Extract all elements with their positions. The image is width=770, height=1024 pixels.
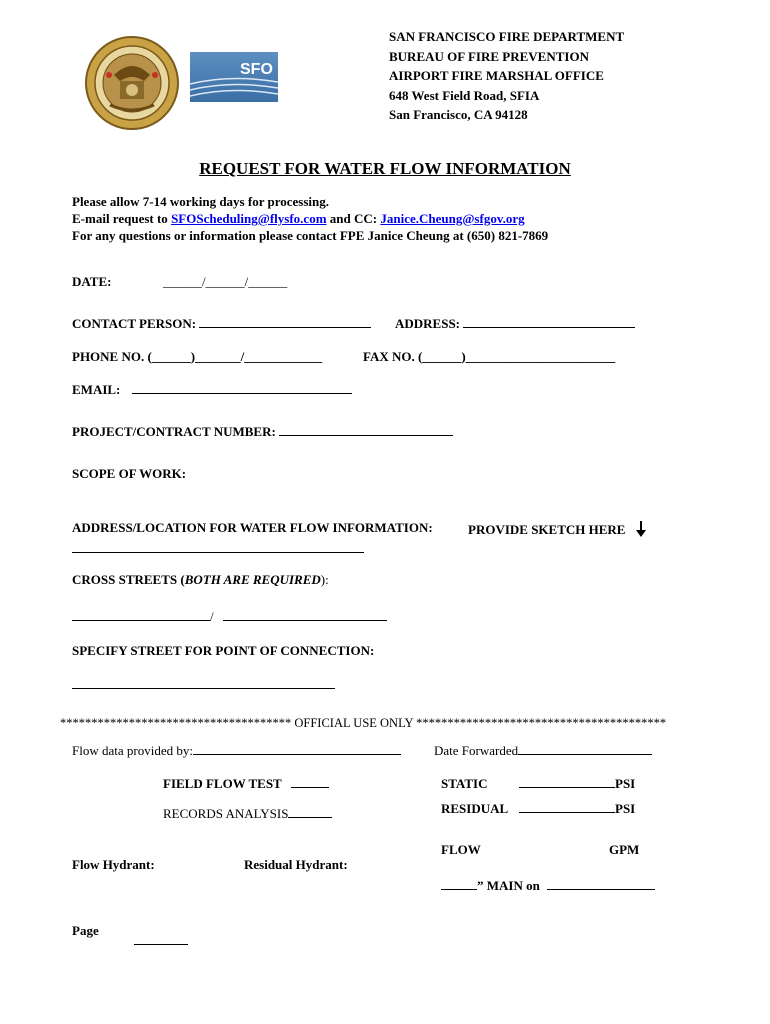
records-analysis-label (163, 806, 332, 822)
sketch-text: PROVIDE SKETCH HERE (468, 522, 626, 537)
address-field[interactable] (463, 316, 635, 328)
main-size-field[interactable] (441, 878, 477, 890)
records-analysis-text: RECORDS ANALYSIS (163, 806, 289, 821)
static-psi-unit: PSI (615, 776, 636, 791)
header-line-1: SAN FRANCISCO FIRE DEPARTMENT (389, 29, 625, 44)
residual-label: RESIDUAL (441, 801, 509, 816)
sketch-label (468, 520, 647, 538)
contact-person-field[interactable] (199, 316, 371, 328)
connection-label: SPECIFY STREET FOR POINT OF CONNECTION: (72, 643, 375, 658)
email-text: EMAIL: (72, 382, 121, 397)
header-line-3: AIRPORT FIRE MARSHAL OFFICE (389, 68, 604, 83)
sfo-logo (190, 52, 278, 102)
flow-hydrant-label: Flow Hydrant: (72, 857, 155, 872)
residual-hydrant-label: Residual Hydrant: (244, 857, 348, 872)
flow-label: FLOW (441, 842, 481, 857)
flow-data-text: Flow data provided by: (72, 743, 193, 758)
field-flow-test-field[interactable] (291, 776, 329, 788)
cross-streets-fields (72, 609, 387, 625)
residual-psi (519, 801, 635, 817)
contact-person-text: CONTACT PERSON: (72, 316, 197, 331)
header-line-5: San Francisco, CA 94128 (389, 107, 528, 122)
project-text: PROJECT/CONTRACT NUMBER: (72, 424, 276, 439)
sf-city-seal (84, 35, 180, 131)
main-street-field[interactable] (547, 878, 655, 890)
email-label (72, 382, 352, 398)
header-line-2: BUREAU OF FIRE PREVENTION (389, 48, 589, 64)
static-psi (519, 776, 635, 792)
email-field[interactable] (132, 382, 352, 394)
static-field[interactable] (519, 776, 615, 788)
date-field[interactable]: ______/______/______ (163, 274, 288, 289)
project-label (72, 424, 453, 440)
main-on-text: ” MAIN on (477, 878, 540, 893)
cross-street-separator: / (210, 609, 214, 624)
residual-field[interactable] (519, 801, 615, 813)
instruction-contact: For any questions or information please contact FPE Janice Cheung at (650) 821-7869 (72, 228, 549, 243)
records-analysis-field[interactable] (288, 806, 332, 818)
cross-street-2-field[interactable] (223, 609, 387, 621)
cross-streets-text: CROSS STREETS ( (72, 572, 185, 587)
scheduling-email-link[interactable]: SFOScheduling@flysfo.com (171, 211, 327, 226)
down-arrow-icon (635, 520, 647, 538)
official-use-divider: ************************************* OFFICIAL USE ONLY **************************************** (60, 716, 667, 730)
field-flow-test-text: FIELD FLOW TEST (163, 776, 282, 791)
header-line-4: 648 West Field Road, SFIA (389, 87, 540, 103)
location-label: ADDRESS/LOCATION FOR WATER FLOW INFORMATION: (72, 520, 433, 535)
date-forwarded-field[interactable] (518, 743, 652, 755)
address-text: ADDRESS: (395, 316, 461, 331)
instruction-processing: Please allow 7-14 working days for processing. (72, 194, 329, 209)
contact-person-label (72, 316, 371, 332)
fax-field[interactable]: FAX NO. (______)_______________________ (363, 349, 616, 364)
date-label: DATE: (72, 274, 112, 289)
form-title: REQUEST FOR WATER FLOW INFORMATION (199, 159, 571, 178)
date-forwarded-text: Date Forwarded (434, 743, 519, 758)
instruction-email-prefix: E-mail request to (72, 211, 172, 226)
field-flow-test-label (163, 776, 329, 792)
main-label (441, 878, 655, 894)
page-label: Page (72, 923, 99, 938)
header-block (389, 27, 624, 125)
cc-email-link[interactable]: Janice.Cheung@sfgov.org (380, 211, 525, 226)
date-forwarded-label (434, 743, 652, 759)
connection-field[interactable] (72, 688, 335, 689)
cross-street-1-field[interactable] (72, 609, 210, 621)
static-label: STATIC (441, 776, 488, 791)
instruction-email-mid: and CC: (326, 211, 381, 226)
cross-streets-label (72, 572, 329, 588)
gpm-label: GPM (609, 842, 640, 857)
sfo-logo-text: SFO (240, 61, 273, 78)
phone-field[interactable]: PHONE NO. (______)_______/____________ (72, 349, 323, 364)
instruction-email (72, 211, 525, 227)
flow-data-field[interactable] (193, 743, 401, 755)
cross-streets-required: BOTH ARE REQUIRED (184, 572, 321, 587)
cross-streets-end: ): (320, 572, 329, 587)
page-field[interactable] (134, 944, 188, 945)
scope-label: SCOPE OF WORK: (72, 466, 187, 481)
residual-psi-unit: PSI (615, 801, 636, 816)
address-label (395, 316, 635, 332)
project-field[interactable] (279, 424, 453, 436)
location-field[interactable] (72, 552, 364, 553)
flow-data-label (72, 743, 401, 759)
